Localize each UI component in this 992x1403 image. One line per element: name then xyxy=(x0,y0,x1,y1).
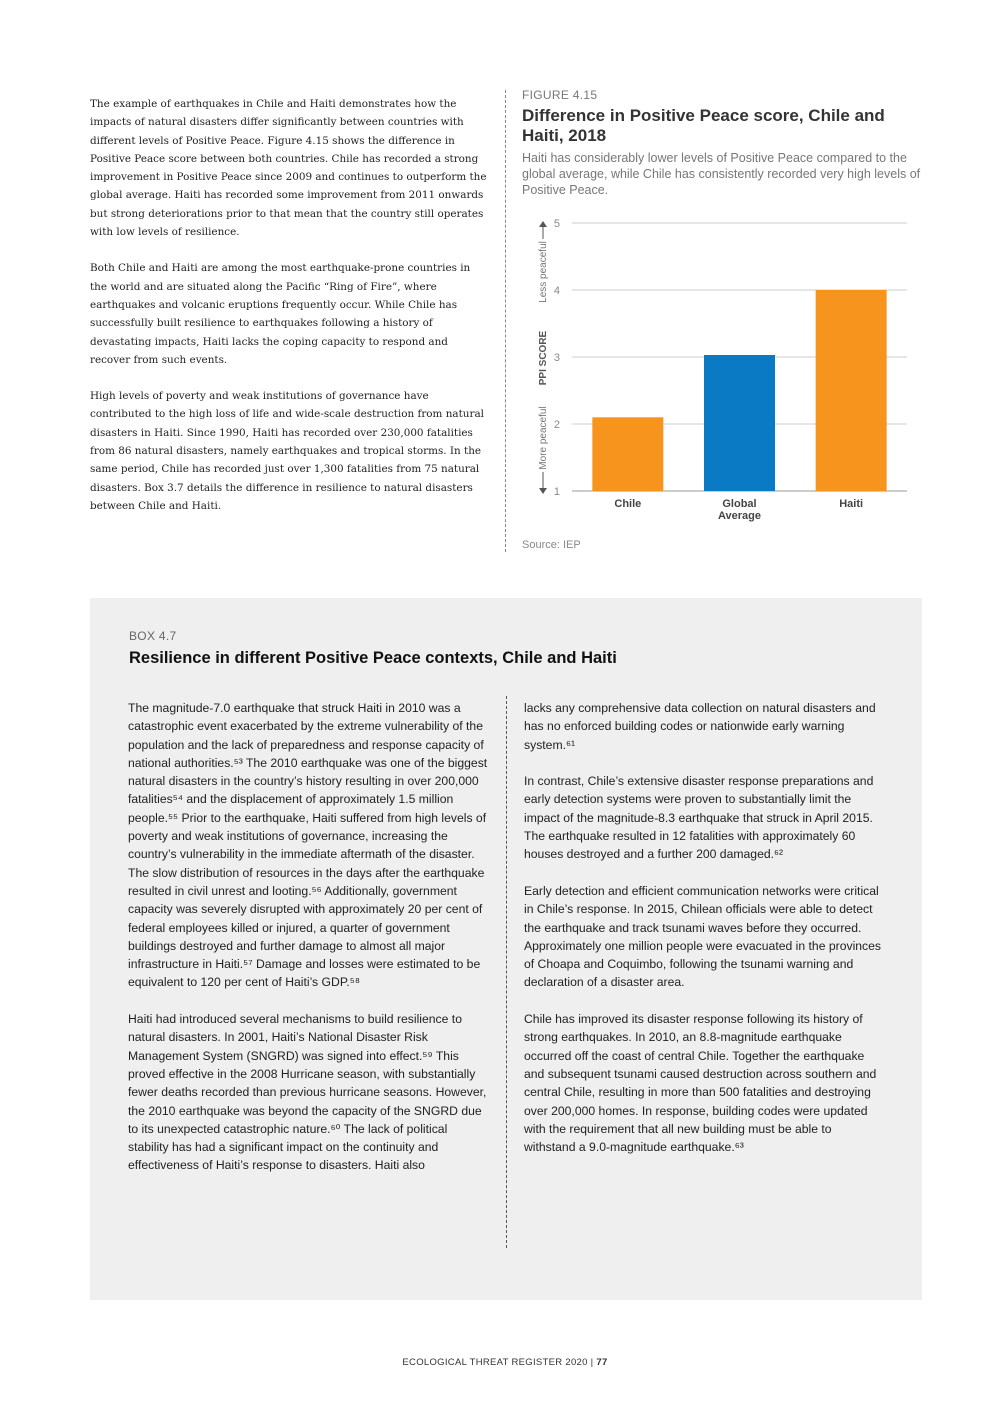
box-label: BOX 4.7 xyxy=(129,629,177,643)
arrow-up-head-icon xyxy=(539,221,547,227)
x-tick-label: Chile xyxy=(614,498,642,510)
arrow-down-head-icon xyxy=(539,488,547,494)
footer-title: ECOLOGICAL THREAT REGISTER 2020 xyxy=(402,1357,588,1368)
box-paragraph: In contrast, Chile’s extensive disaster response preparations and early detection systems were proven to substantially limit the impact of the magnitude-8.3 earthquake that struck in April 2015. The earthquake resulted in 12 fatalities with approximately 60 houses destroyed and a further 200 damaged.⁶² xyxy=(524,774,874,862)
y-axis-label: PPI SCORE xyxy=(538,330,549,386)
y-tick-label: 4 xyxy=(553,285,560,297)
page-number: 77 xyxy=(596,1357,608,1368)
intro-text xyxy=(90,95,490,533)
column-divider xyxy=(505,90,506,552)
figure-source: Source: IEP xyxy=(522,539,581,551)
intro-paragraph: High levels of poverty and weak institutions of governance have contributed to the high loss of life and wide-scale destruction from natural disasters in Haiti. Since 1990, Haiti has recorded over 230,000 fatalities from 86 natural disasters, namely earthquakes and tropical storms. In the same period, Chile has recorded just over 1,300 fatalities from 75 natural disasters. Box 3.7 details the difference in resilience to natural disasters between Chile and Haiti. xyxy=(90,390,484,512)
figure-header xyxy=(522,88,922,198)
x-tick-label: Global xyxy=(722,498,757,510)
page-footer xyxy=(0,1357,992,1368)
box-left-column xyxy=(128,699,488,1193)
bar-chile xyxy=(592,417,663,491)
box-title: Resilience in different Positive Peace contexts, Chile and Haiti xyxy=(129,649,617,667)
x-tick-label: Average xyxy=(717,510,762,522)
figure-label: FIGURE 4.15 xyxy=(522,88,598,102)
box-paragraph: The magnitude-7.0 earthquake that struck Haiti in 2010 was a catastrophic event exacerbated by the extreme vulnerability of the population and the lack of preparedness and response capacity of national authorities.⁵³ The 2010 earthquake was one of the biggest natural disasters in the country’s history resulting in over 200,000 fatalities⁵⁴ and the displacement of approximately 1.5 million people.⁵⁵ Prior to the earthquake, Haiti suffered from high levels of poverty and weak institutions of governance, increasing the country’s vulnerability in the immediate aftermath of the disaster. The slow distribution of resources in the days after the earthquake resulted in civil unrest and looting.⁵⁶ Additionally, government capacity was severely disrupted with approximately 20 per cent of federal employees killed or injured, a quarter of government buildings destroyed and further damage to almost all major infrastructure in Haiti.⁵⁷ Damage and losses were estimated to be equivalent to 120 per cent of Haiti’s GDP.⁵⁸ xyxy=(128,701,488,990)
box-paragraph: lacks any comprehensive data collection on natural disasters and has no enforced building codes or nationwide early warning system.⁶¹ xyxy=(524,701,876,752)
intro-paragraph: Both Chile and Haiti are among the most earthquake-prone countries in the world and are situated along the Pacific “Ring of Fire”, where earthquakes and volcanic eruptions frequently occur. While Chile has successfully built resilience to earthquakes following a history of devastating impacts, Haiti lacks the coping capacity to respond and recover from such events. xyxy=(90,262,471,366)
y-tick-label: 1 xyxy=(553,486,560,498)
bar-chart xyxy=(522,210,922,530)
box-paragraph: Chile has improved its disaster response following its history of strong earthquakes. In 2010, an 8.8-magnitude earthquake occurred off the coast of central Chile. Together the earthquake and subsequent tsunami caused destruction across southern and central Chile, resulting in more than 500 fatalities and destroying over 200,000 homes. In response, building codes were updated with the requirement that all new building must be able to withstand a 9.0-magnitude earthquake.⁶³ xyxy=(524,1012,877,1155)
y-tick-label: 5 xyxy=(553,218,560,230)
bar-global-average xyxy=(704,355,775,491)
intro-paragraph: The example of earthquakes in Chile and Haiti demonstrates how the impacts of natural disasters differ significantly between countries with different levels of Positive Peace. Figure 4.15 shows the difference in Positive Peace score between both countries. Chile has recorded a strong improvement in Positive Peace since 2009 and continues to outperform the global average. Haiti has recorded some improvement from 2011 onwards but strong deteriorations prior to that mean that the country still operates with low levels of resilience. xyxy=(90,98,487,239)
figure-subtitle: Haiti has considerably lower levels of Positive Peace compared to the global average, while Chile has consistently recorded very high levels of Positive Peace. xyxy=(522,151,921,197)
footer-separator: | xyxy=(590,1357,594,1368)
box-paragraph: Haiti had introduced several mechanisms to build resilience to natural disasters. In 2001, Haiti’s National Disaster Risk Management System (SNGRD) was signed into effect.⁵⁹ This proved effective in the 2008 Hurricane season, with substantially fewer deaths recorded than previous hurricane seasons. However, the 2010 earthquake was beyond the capacity of the SNGRD due to its unexpected catastrophic nature.⁶⁰ The lack of political stability has had a significant impact on the continuity and effectiveness of Haiti’s response to disasters. Haiti also xyxy=(128,1012,487,1173)
x-tick-label: Haiti xyxy=(839,498,864,510)
box-right-column xyxy=(524,699,884,1175)
box-column-divider xyxy=(506,696,507,1248)
box-panel xyxy=(90,598,922,1300)
y-axis-low-label: More peaceful xyxy=(538,406,549,470)
y-tick-label: 2 xyxy=(553,419,560,431)
bar-haiti xyxy=(816,290,887,491)
figure-title: Difference in Positive Peace score, Chile and Haiti, 2018 xyxy=(522,106,885,145)
y-tick-label: 3 xyxy=(553,352,560,364)
box-paragraph: Early detection and efficient communication networks were critical in Chile’s response. In 2015, Chilean officials were able to detect the earthquake and track tsunami waves before they occurred. Approximately one million people were evacuated in the provinces of Choapa and Coquimbo, following the tsunami warning and declaration of a disaster area. xyxy=(524,883,882,990)
y-axis-high-label: Less peaceful xyxy=(538,241,549,303)
